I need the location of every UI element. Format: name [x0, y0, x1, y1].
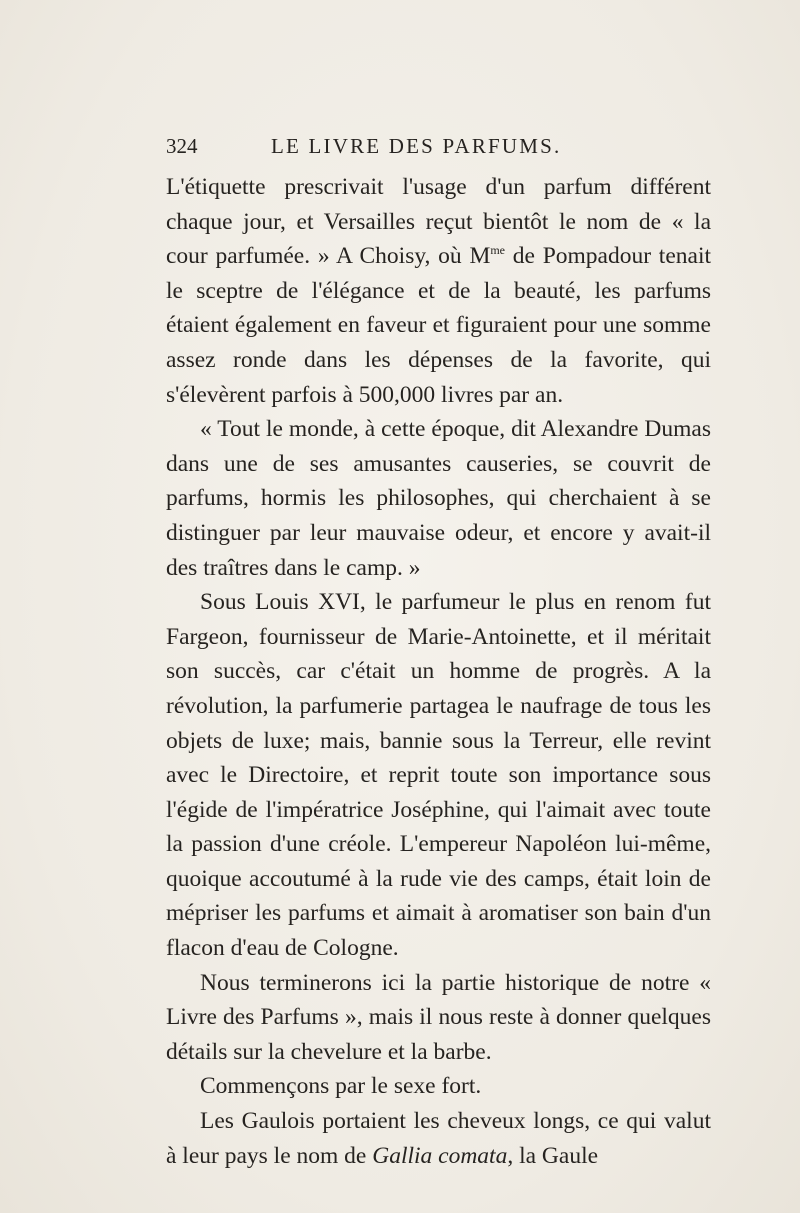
page-number: 324 [166, 134, 198, 158]
paragraph-1-part-a: L'étiquette prescrivait l'usage d'un parfum différent chaque jour, et Versailles reçut bientôt le nom de « la cour parfumée. » A Choisy, où M [166, 174, 711, 270]
paragraph-1 [166, 170, 711, 412]
page-header [166, 128, 711, 168]
paragraph-3: Sous Louis XVI, le parfumeur le plus en renom fut Fargeon, fournisseur de Marie-Antoinette, et il méritait son succès, car c'était un homme de progrès. A la révolution, la parfumerie partagea le naufrage de tous les objets de luxe; mais, bannie sous la Terreur, elle revint avec le Directoire, et reprit toute son importance sous l'égide de l'impératrice Joséphine, qui l'aimait avec toute la passion d'une créole. L'empereur Napoléon lui-même, quoique accoutumé à la rude vie des camps, était loin de mépriser les parfums et aimait à aromatiser son bain d'un flacon d'eau de Cologne. [166, 589, 711, 962]
madame-superscript: me [490, 243, 506, 258]
paragraph-6-part-a: Les Gaulois portaient les cheveux longs, ce qui valut à leur pays le nom de [166, 1108, 711, 1169]
running-title: LE LIVRE DES PARFUMS. [271, 134, 562, 158]
paragraph-1-part-b: de Pompadour tenait le sceptre de l'élégance et de la beauté, les parfums étaient également en faveur et figuraient pour une somme assez ronde dans les dépenses de la favorite, qui s'élevèrent parfois à 500,000 livres par an. [166, 243, 712, 408]
paragraph-5: Commençons par le sexe fort. [200, 1073, 482, 1100]
body-text [166, 170, 711, 1173]
paragraph-4: Nous terminerons ici la partie historique de notre « Livre des Parfums », mais il nous reste à donner quelques détails sur la chevelure et la barbe. [166, 969, 711, 1065]
paragraph-6-part-b: , la Gaule [507, 1142, 599, 1169]
paragraph-2: « Tout le monde, à cette époque, dit Alexandre Dumas dans une de ses amusantes causeries, se couvrit de parfums, hormis les philosophes, qui cherchaient à se distinguer par leur mauvaise odeur, et encore y avait-il des traîtres dans le camp. » [166, 416, 711, 581]
paragraph-6 [166, 1104, 711, 1173]
gallia-comata-italic: Gallia comata [372, 1142, 508, 1169]
